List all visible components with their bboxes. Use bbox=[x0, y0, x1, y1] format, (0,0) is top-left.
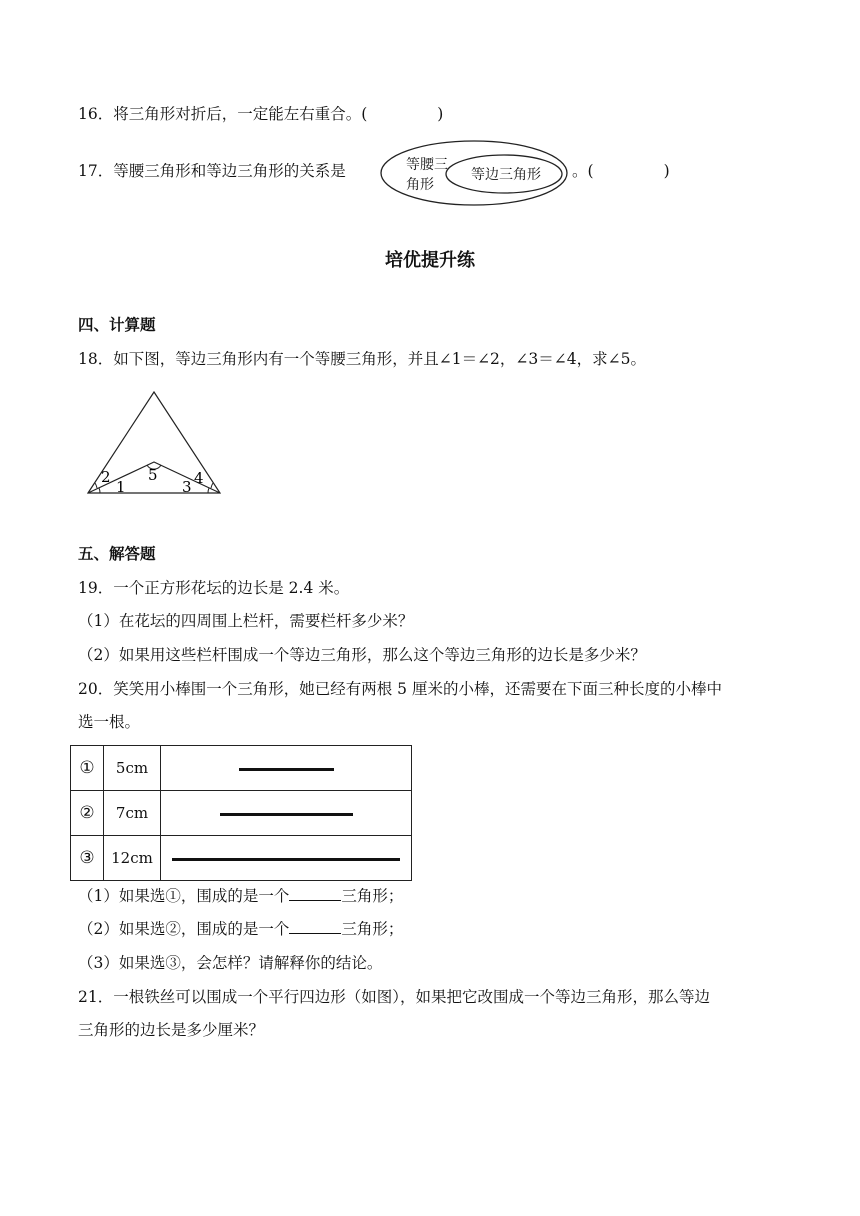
question-17-suffix: 。( bbox=[572, 162, 594, 180]
stick-length-label-1: 5cm bbox=[104, 746, 161, 791]
angle-2-arc bbox=[95, 483, 97, 488]
stick-number-3: ③ bbox=[71, 836, 104, 881]
part-5-heading: 五、解答题 bbox=[78, 545, 156, 563]
stick-bar-3 bbox=[172, 858, 400, 861]
question-17-answer bbox=[572, 161, 670, 181]
stick-drawing-cell-3 bbox=[161, 836, 412, 881]
stick-drawing-cell-2 bbox=[161, 791, 412, 836]
stick-number-2: ② bbox=[71, 791, 104, 836]
angle-label-2: 2 bbox=[101, 468, 111, 486]
question-20-part-1-suffix: 三角形； bbox=[341, 887, 404, 905]
angle-3-arc bbox=[208, 488, 209, 493]
question-16-text: 16．将三角形对折后，一定能左右重合。( bbox=[78, 105, 368, 123]
question-20-part-2-suffix: 三角形； bbox=[341, 920, 404, 938]
section-title: 培优提升练 bbox=[385, 250, 475, 271]
question-18-text: 18．如下图，等边三角形内有一个等腰三角形，并且∠1＝∠2，∠3＝∠4，求∠5。 bbox=[78, 350, 646, 368]
stick-length-label-3: 12cm bbox=[104, 836, 161, 881]
question-20-line-2: 选一根。 bbox=[78, 713, 141, 731]
stick-bar-1 bbox=[239, 768, 334, 771]
question-19-part-2: （2）如果用这些栏杆围成一个等边三角形，那么这个等边三角形的边长是多少米？ bbox=[78, 646, 646, 664]
part-4-heading: 四、计算题 bbox=[78, 316, 156, 334]
angle-label-4: 4 bbox=[194, 469, 204, 487]
question-16-close-paren: ) bbox=[437, 105, 444, 123]
angle-4-arc bbox=[211, 483, 213, 488]
question-21-line-1: 21．一根铁丝可以围成一个平行四边形（如图），如果把它改围成一个等边三角形，那么等边 bbox=[78, 988, 710, 1006]
question-17-text: 17．等腰三角形和等边三角形的关系是 bbox=[78, 162, 346, 180]
answer-blank-1[interactable] bbox=[289, 886, 341, 901]
stick-number-1: ① bbox=[71, 746, 104, 791]
question-20-part-1 bbox=[78, 886, 403, 906]
question-21-line-2: 三角形的边长是多少厘米？ bbox=[78, 1021, 265, 1039]
stick-bar-2 bbox=[220, 813, 353, 816]
outer-ellipse-label-line1: 等腰三 bbox=[406, 157, 448, 173]
triangle-figure bbox=[84, 388, 224, 498]
stick-drawing-cell-1 bbox=[161, 746, 412, 791]
angle-label-3: 3 bbox=[182, 478, 192, 496]
outer-ellipse-label-line2: 角形 bbox=[406, 177, 434, 193]
question-20-part-3: （3）如果选③，会怎样？请解释你的结论。 bbox=[78, 954, 383, 972]
question-19-part-1: （1）在花坛的四周围上栏杆，需要栏杆多少米？ bbox=[78, 612, 414, 630]
answer-blank-2[interactable] bbox=[289, 919, 341, 934]
question-20-part-2-prefix: （2）如果选②，围成的是一个 bbox=[78, 920, 290, 938]
stick-length-label-2: 7cm bbox=[104, 791, 161, 836]
table-row bbox=[71, 836, 412, 881]
table-row bbox=[71, 746, 412, 791]
question-20-line-1: 20．笑笑用小棒围一个三角形，她已经有两根 5 厘米的小棒，还需要在下面三种长度的小棒中 bbox=[78, 680, 722, 698]
table-row bbox=[71, 791, 412, 836]
inner-ellipse-label: 等边三角形 bbox=[471, 167, 541, 183]
angle-label-5: 5 bbox=[148, 466, 158, 484]
question-20-part-2 bbox=[78, 919, 403, 939]
angle-label-1: 1 bbox=[116, 478, 126, 496]
question-20-part-1-prefix: （1）如果选①，围成的是一个 bbox=[78, 887, 290, 905]
sticks-table bbox=[70, 745, 412, 881]
question-17-close-paren: ) bbox=[663, 162, 670, 180]
question-19-text: 19．一个正方形花坛的边长是 2.4 米。 bbox=[78, 579, 350, 597]
angle-1-arc bbox=[99, 488, 100, 493]
question-16 bbox=[78, 104, 443, 124]
